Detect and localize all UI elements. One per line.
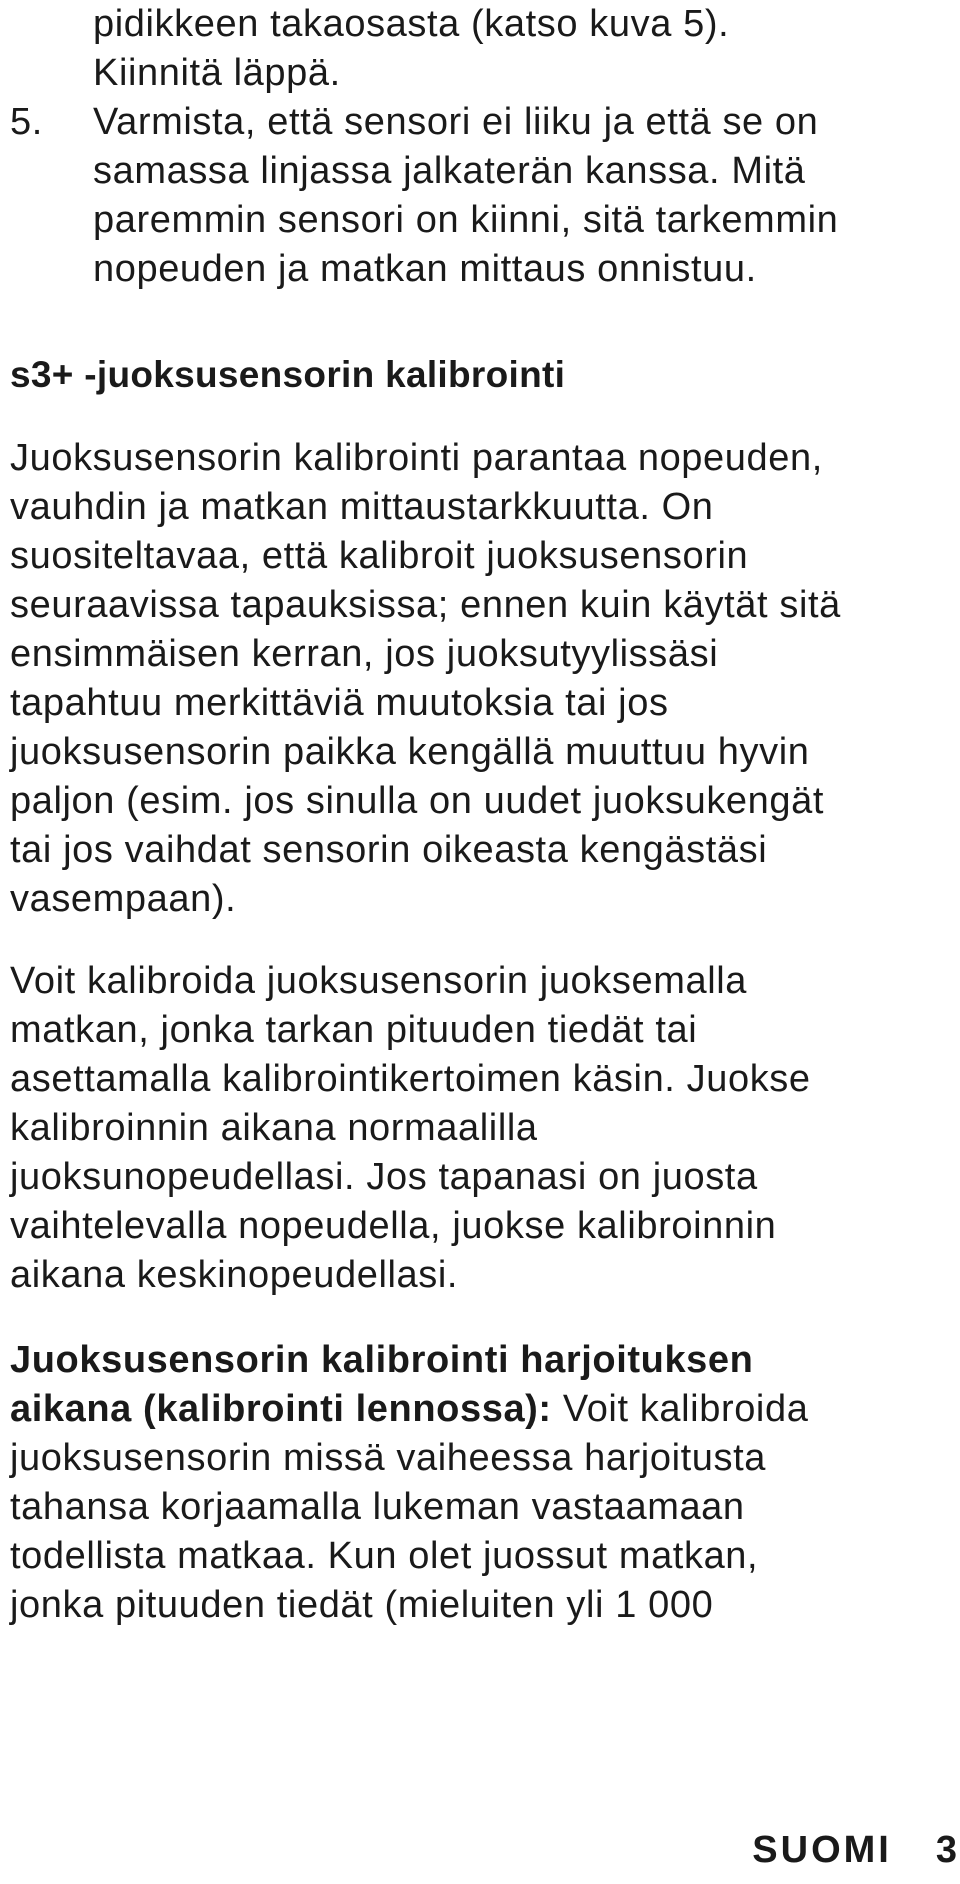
- bold-lead-text: aikana (kalibrointi lennossa):: [10, 1388, 552, 1430]
- page-number: 3: [935, 1829, 960, 1871]
- text-line: Varmista, että sensori ei liiku ja että se on: [93, 101, 819, 143]
- text-line: suositeltavaa, että kalibroit juoksusensorin: [10, 535, 749, 577]
- text-line: Juoksusensorin kalibrointi parantaa nopeuden,: [10, 437, 823, 479]
- text-line: paljon (esim. jos sinulla on uudet juoksukengät: [10, 780, 825, 822]
- list-item-4-continuation: [10, 0, 955, 98]
- text-line: juoksusensorin missä vaiheessa harjoitusta: [10, 1437, 767, 1479]
- text-line: juoksunopeudellasi. Jos tapanasi on juosta: [10, 1156, 758, 1198]
- text-line: jonka pituuden tiedät (mieluiten yli 1 000: [10, 1584, 714, 1626]
- list-item-5: [10, 98, 955, 294]
- text-line: vaihtelevalla nopeudella, juokse kalibroinnin: [10, 1205, 777, 1247]
- manual-page: [10, 0, 955, 1630]
- text-line: juoksusensorin paikka kengällä muuttuu hyvin: [10, 731, 810, 773]
- text-line: todellista matkaa. Kun olet juossut matkan,: [10, 1535, 759, 1577]
- text-line: aikana keskinopeudellasi.: [10, 1254, 459, 1296]
- text-line: nopeuden ja matkan mittaus onnistuu.: [93, 248, 757, 290]
- text-line: samassa linjassa jalkaterän kanssa. Mitä: [93, 150, 806, 192]
- text-line: paremmin sensori on kiinni, sitä tarkemmin: [93, 199, 839, 241]
- footer-language: SUOMI: [752, 1829, 892, 1871]
- text-line: tapahtuu merkittäviä muutoksia tai jos: [10, 682, 669, 724]
- text-line: pidikkeen takaosasta (katso kuva 5).: [93, 3, 730, 45]
- bold-lead-line: Juoksusensorin kalibrointi harjoituksen: [10, 1339, 754, 1381]
- text-line: seuraavissa tapauksissa; ennen kuin käytät sitä: [10, 584, 841, 626]
- text-line: [10, 1385, 955, 1434]
- paragraph-calibration-on-the-fly: [10, 1336, 955, 1630]
- text-line: asettamalla kalibrointikertoimen käsin. Juokse: [10, 1058, 811, 1100]
- text-line: matkan, jonka tarkan pituuden tiedät tai: [10, 1009, 698, 1051]
- text-line: vauhdin ja matkan mittaustarkkuutta. On: [10, 486, 714, 528]
- text-span: Voit kalibroida: [551, 1388, 809, 1430]
- text-line: Voit kalibroida juoksusensorin juoksemalla: [10, 960, 748, 1002]
- text-line: ensimmäisen kerran, jos juoksutyylissäsi: [10, 633, 719, 675]
- section-heading: s3+ -juoksusensorin kalibrointi: [10, 354, 566, 395]
- text-line: Kiinnitä läppä.: [93, 52, 341, 94]
- page-footer: [752, 1826, 960, 1875]
- text-line: tahansa korjaamalla lukeman vastaamaan: [10, 1486, 745, 1528]
- text-line: kalibroinnin aikana normaalilla: [10, 1107, 538, 1149]
- text-line: tai jos vaihdat sensorin oikeasta kengästäsi: [10, 829, 768, 871]
- paragraph-calibration-intro: [10, 434, 955, 924]
- list-item-number: 5.: [10, 101, 43, 143]
- paragraph-calibration-method: [10, 957, 955, 1300]
- text-line: vasempaan).: [10, 878, 237, 920]
